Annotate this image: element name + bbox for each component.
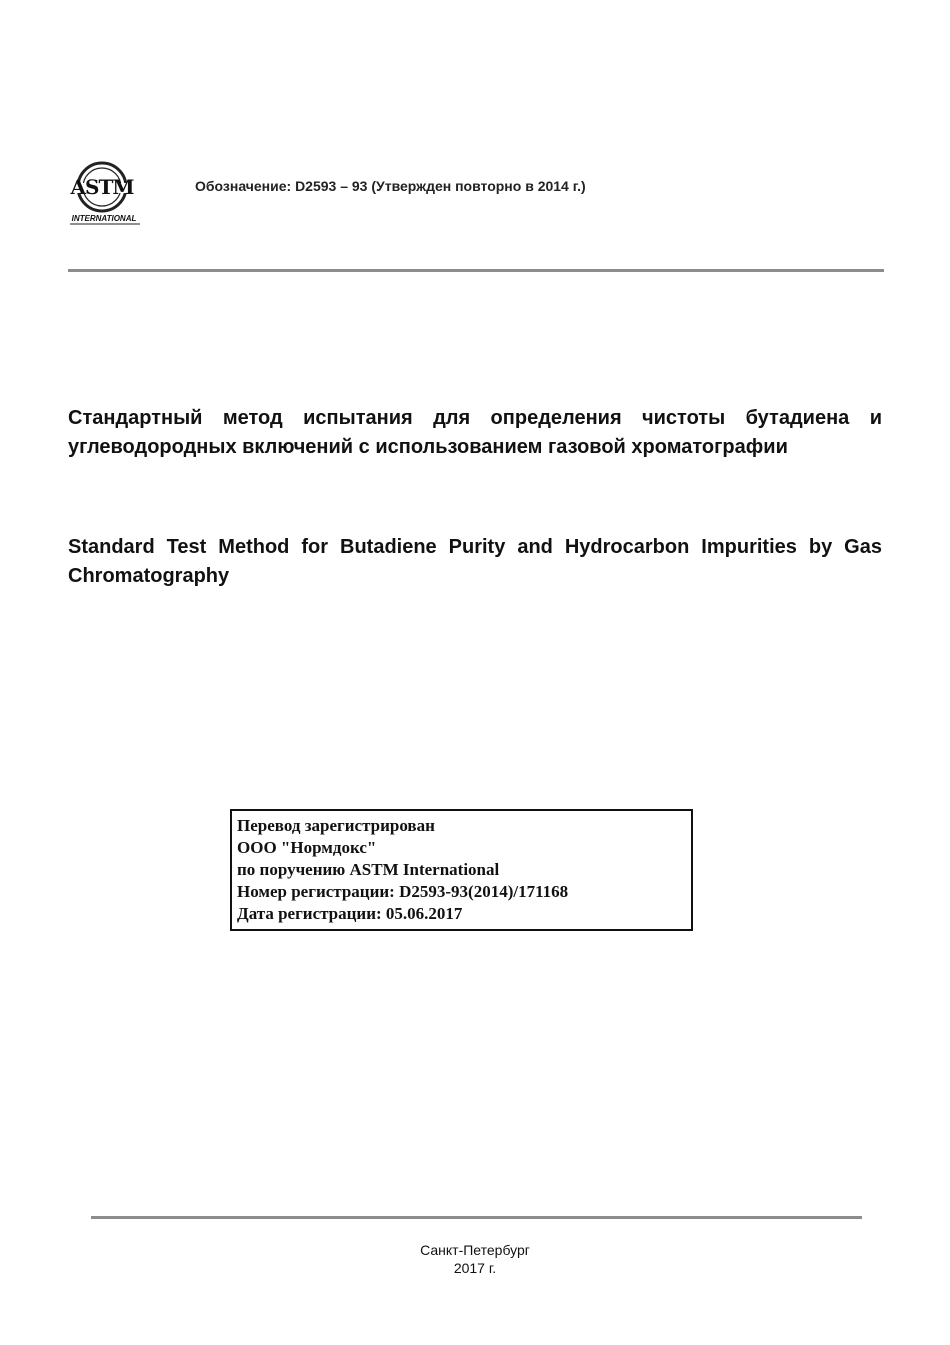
registration-line-number: Номер регистрации: D2593-93(2014)/171168 <box>237 882 569 901</box>
top-divider <box>68 269 884 272</box>
footer <box>0 1241 950 1277</box>
svg-text:ASTM: ASTM <box>70 175 134 199</box>
footer-city: Санкт-Петербург <box>420 1242 530 1258</box>
title-russian: Стандартный метод испытания для определения чистоты бутадиена и углеводородных включений с использованием газовой хроматографии <box>68 407 882 458</box>
registration-line-company: ООО "Нормдокс" <box>237 838 377 857</box>
registration-line-translated: Перевод зарегистрирован <box>237 816 435 835</box>
astm-logo-icon <box>66 157 144 229</box>
astm-logo <box>66 157 144 229</box>
bottom-divider <box>91 1216 862 1219</box>
svg-text:INTERNATIONAL: INTERNATIONAL <box>71 214 137 223</box>
registration-box <box>230 809 693 931</box>
title-english: Standard Test Method for Butadiene Purity and Hydrocarbon Impurities by Gas Chromatography <box>68 536 882 587</box>
registration-line-commission: по поручению ASTM International <box>237 860 500 879</box>
document-designation: Обозначение: D2593 – 93 (Утвержден повторно в 2014 г.) <box>195 178 586 194</box>
registration-line-date: Дата регистрации: 05.06.2017 <box>237 904 463 923</box>
footer-year: 2017 г. <box>453 1260 497 1276</box>
